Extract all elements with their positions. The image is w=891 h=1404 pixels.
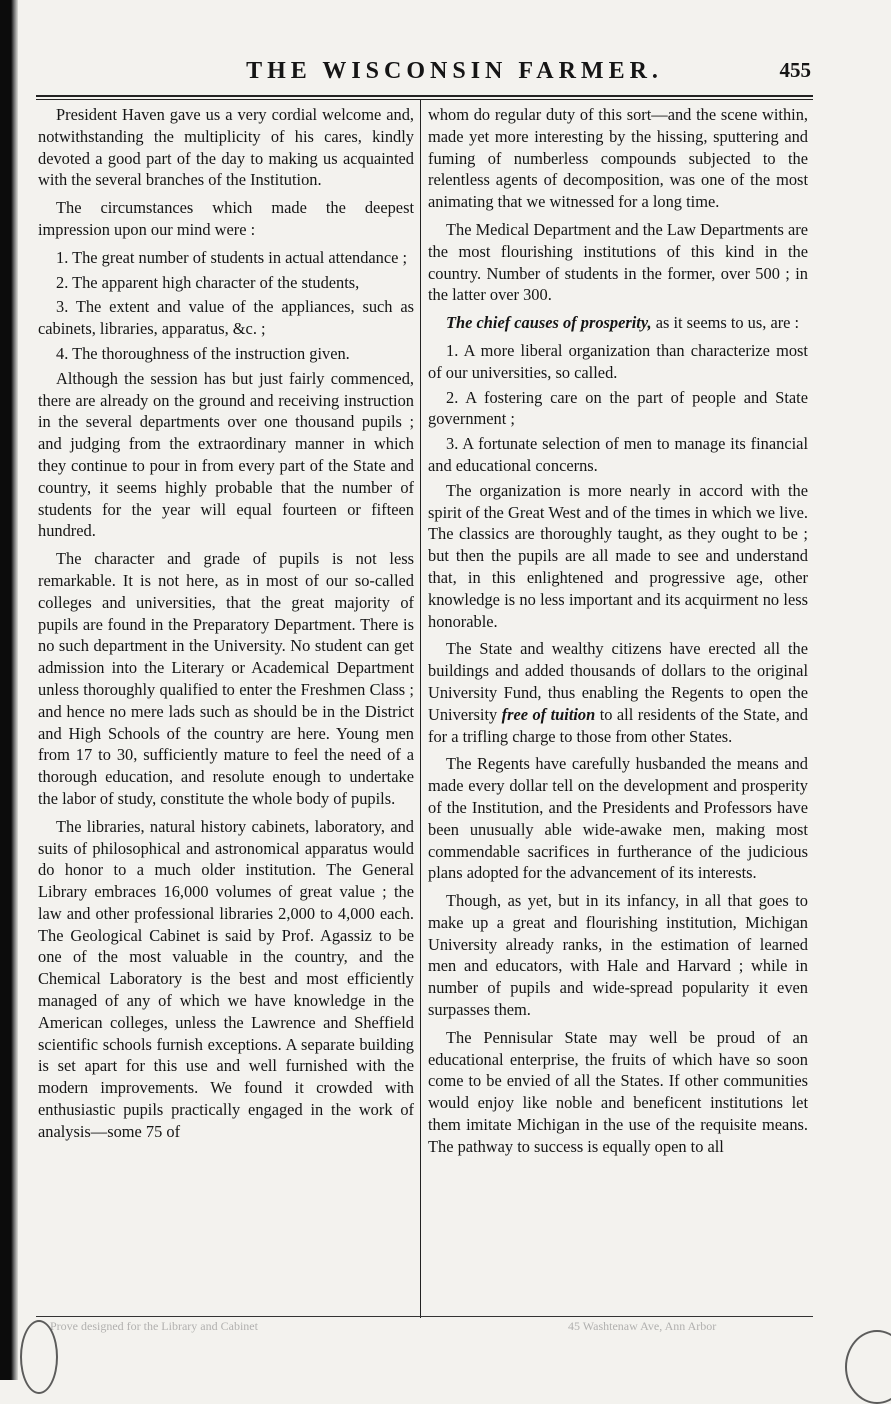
paragraph — [428, 312, 808, 334]
paragraph: whom do regular duty of this sort—and the scene within, made yet more interesting by the hissing, sputtering and fuming of numberless compounds subjected to the relentless agents of decomposition, was one of the most animating that we witnessed for a long time. — [428, 105, 808, 212]
left-column — [38, 104, 414, 1143]
list-item: 3. A fortunate selection of men to manage its financial and educational concerns. — [428, 434, 808, 475]
page-curl-mark — [20, 1320, 58, 1394]
paragraph: Although the session has but just fairly commenced, there are already on the ground and receiving instruction in the several departments over one thousand pupils ; and judging from the extraordinary manner in which they continue to pour in from every part of the State and country, it seems highly probable that the number of students for the year will equal fourteen or fifteen hundred. — [38, 368, 414, 541]
bleed-through-text-right: 45 Washtenaw Ave, Ann Arbor — [568, 1319, 717, 1333]
header-rule-thin — [36, 99, 813, 100]
column-divider — [420, 100, 421, 1318]
list-item: 3. The extent and value of the appliances, such as cabinets, libraries, apparatus, &c. ; — [38, 297, 414, 339]
page-binding-edge — [0, 0, 18, 1380]
list-item: 4. The thoroughness of the instruction given. — [56, 343, 350, 363]
paragraph: President Haven gave us a very cordial welcome and, notwithstanding the multiplicity of his cares, kindly devoted a good part of the day to making us acquainted with the several branches of the Institution. — [38, 105, 414, 190]
text-run: to all residents of the State, and for a trifling charge to those from other States. — [428, 704, 809, 746]
paragraph: The Pennisular State may well be proud of an educational enterprise, the fruits of which have so soon come to be envied of all the States. If other communities would enjoy like noble and beneficent institutions let them imitate Michigan in the use of the requisite means. The pathway to success is equally open to all — [428, 1027, 808, 1156]
masthead-title: THE WISCONSIN FARMER. — [246, 58, 663, 84]
text-run: The State and wealthy citizens have erected all the buildings and added thousands of dollars to the original University Fund, thus enabling the Regents to open the University — [428, 639, 808, 724]
right-column — [428, 104, 808, 1158]
text-run: as it seems to us, are : — [651, 313, 800, 333]
list-item: 2. The apparent high character of the students, — [56, 272, 360, 292]
paragraph: Though, as yet, but in its infancy, in all that goes to make up a great and flourishing institution, Michigan University already ranks, in the estimation of learned men and educators, with Hale and Harvard ; while in number of pupils and wide-spread popularity it even surpasses them. — [428, 891, 808, 1020]
page-curl-mark — [845, 1330, 891, 1404]
paragraph: The circumstances which made the deepest impression upon our mind were : — [38, 198, 414, 239]
paragraph: The libraries, natural history cabinets, laboratory, and suits of philosophical and astronomical apparatus would do honor to a much older institution. The General Library embraces 16,000 volumes of great value ; the law and other professional libraries 2,000 to 4,000 each. The Geological Cabinet is said by Prof. Agassiz to be one of the most valuable in the country, and the Chemical Laboratory is the best and most efficiently managed of any of which we have knowledge in the American colleges, unless the Lawrence and Sheffield scientific schools furnish exceptions. A separate building is set apart for this use and well furnished with the modern improvements. We found it crowded with enthusiastic pupils practically engaged in the work of analysis—some 75 of — [38, 816, 414, 1141]
italic-phrase: free of tuition — [501, 704, 596, 724]
paragraph: The Medical Department and the Law Departments are the most flourishing institutions of this kind in the country. Number of students in the former, over 500 ; in the latter over 300. — [428, 219, 808, 305]
list-item: 2. A fostering care on the part of people and State government ; — [428, 387, 808, 429]
bleed-through-text-left: Prove designed for the Library and Cabinet — [50, 1319, 258, 1333]
paragraph: The character and grade of pupils is not less remarkable. It is not here, as in most of our so-called colleges and universities, that the great majority of pupils are found in the Preparatory Department. There is no such department in the University. No student can get admission into the Literary or Academical Department unless thoroughly qualified to enter the Freshmen Class ; and hence no mere lads such as should be in the District and High Schools of the country are here. Young men from 17 to 30, sufficiently mature to feel the need of a thorough education, and resolute enough to undertake the labor of study, constitute the whole body of pupils. — [38, 549, 414, 808]
paragraph: The Regents have carefully husbanded the means and made every dollar tell on the development and prosperity of the Institution, and the Presidents and Professors have been unusually able wide-awake men, making most commendable sacrifices in furtherance of the judicious plans adopted for the advancement of its interests. — [428, 754, 808, 883]
italic-phrase: The chief causes of prosperity, — [446, 313, 652, 333]
list-item: 1. A more liberal organization than characterize most of our universities, so called. — [428, 340, 808, 382]
paragraph: The organization is more nearly in accord with the spirit of the Great West and of the times in which we live. The classics are thoroughly taught, as they ought to be ; but then the pupils are all made to see and understand that, in this enlightened and progressive age, other knowledge is no less important and its acquirment no less honorable. — [428, 480, 808, 631]
page-header — [18, 58, 891, 92]
paragraph — [428, 638, 808, 747]
footer-rule — [36, 1316, 813, 1317]
list-item: 1. The great number of students in actual attendance ; — [56, 247, 408, 267]
page-number: 455 — [779, 58, 811, 82]
header-rule — [36, 95, 813, 97]
